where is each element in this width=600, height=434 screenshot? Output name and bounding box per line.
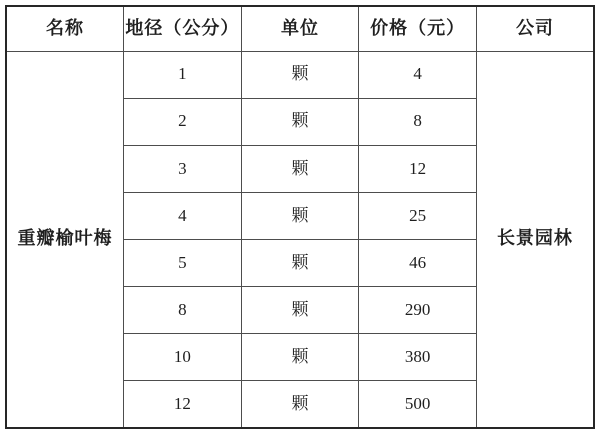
header-name: 名称 (6, 6, 124, 51)
table-row (6, 51, 594, 98)
diameter-cell: 5 (124, 240, 242, 287)
header-diameter: 地径（公分） (124, 6, 242, 51)
unit-cell: 颗 (241, 192, 359, 239)
price-cell: 46 (359, 240, 477, 287)
diameter-cell: 4 (124, 192, 242, 239)
price-cell: 25 (359, 192, 477, 239)
diameter-cell: 2 (124, 98, 242, 145)
unit-cell: 颗 (241, 145, 359, 192)
company-name-cell: 长景园林 (476, 51, 594, 428)
diameter-cell: 1 (124, 51, 242, 98)
header-company: 公司 (476, 6, 594, 51)
diameter-cell: 3 (124, 145, 242, 192)
price-table (5, 5, 595, 429)
price-cell: 500 (359, 381, 477, 428)
unit-cell: 颗 (241, 287, 359, 334)
header-row (6, 6, 594, 51)
unit-cell: 颗 (241, 240, 359, 287)
unit-cell: 颗 (241, 334, 359, 381)
price-cell: 380 (359, 334, 477, 381)
diameter-cell: 12 (124, 381, 242, 428)
header-unit: 单位 (241, 6, 359, 51)
unit-cell: 颗 (241, 98, 359, 145)
diameter-cell: 10 (124, 334, 242, 381)
price-cell: 4 (359, 51, 477, 98)
price-cell: 8 (359, 98, 477, 145)
diameter-cell: 8 (124, 287, 242, 334)
product-name-cell: 重瓣榆叶梅 (6, 51, 124, 428)
unit-cell: 颗 (241, 381, 359, 428)
price-cell: 12 (359, 145, 477, 192)
header-price: 价格（元） (359, 6, 477, 51)
price-cell: 290 (359, 287, 477, 334)
unit-cell: 颗 (241, 51, 359, 98)
